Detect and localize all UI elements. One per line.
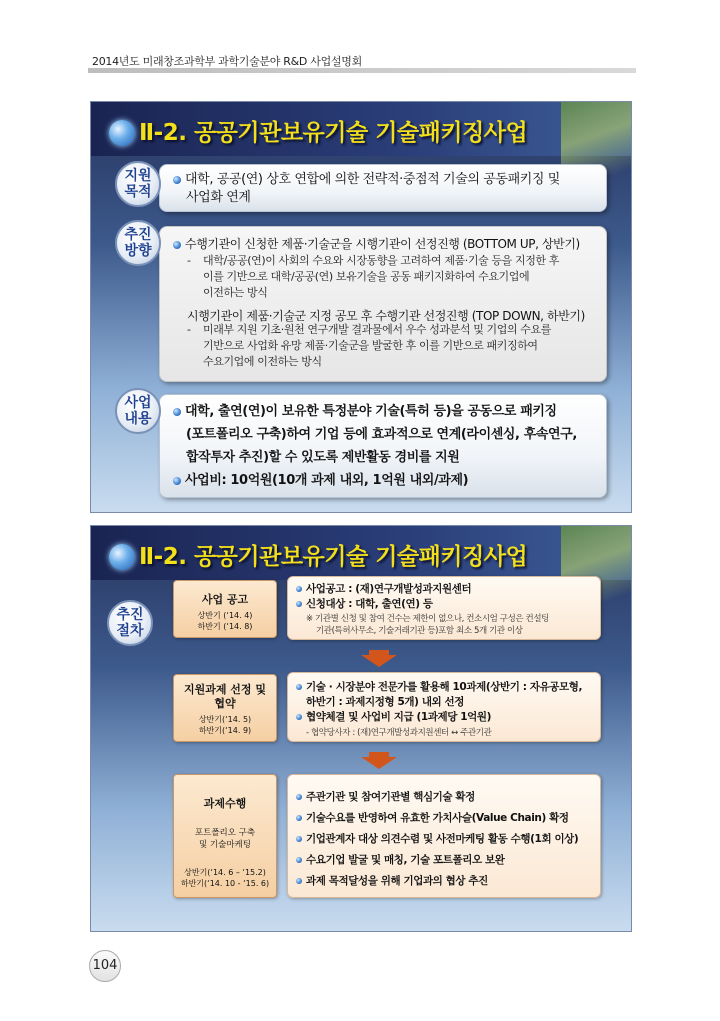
detail-line: 기술 · 시장분야 전문가를 활용해 10과제(상반기 : 자유공모형,: [296, 680, 582, 695]
header-rule: [88, 68, 636, 73]
step-date: 하반기 (‘14. 8): [197, 622, 253, 631]
step-1-label: [173, 580, 277, 638]
detail-line: 주관기관 및 참여기관별 핵심기술 확정: [296, 787, 578, 808]
direction-item-2: 시행기관이 제품·기술군 지정 공모 후 수행기관 선정진행 (TOP DOWN, 하반기): [187, 309, 585, 323]
content-tag: [115, 388, 161, 434]
step-date: 상반기 (‘14. 4): [197, 611, 253, 620]
goal-tag: [115, 161, 161, 207]
detail-line: 기업관계자 대상 의견수렴 및 사전마케팅 활동 수행(1회 이상): [296, 829, 578, 850]
budget-line: 사업비: 10억원(10개 과제 내외, 1억원 내외/과제): [173, 469, 577, 492]
step-date: 하반기(‘14. 9): [198, 726, 252, 735]
goal-tag-line: 지원: [124, 168, 152, 184]
slide-title: Ⅱ-2. 공공기관보유기술 기술패키징사업: [139, 544, 528, 570]
page-header: 2014년도 미래창조과학부 과학기술분야 R&D 사업설명회: [92, 55, 362, 68]
page-number: 104: [89, 950, 121, 982]
globe-icon: [109, 544, 135, 570]
slide-2: [90, 525, 632, 932]
bullet-icon: [296, 794, 302, 800]
note-line: 기관(특허사무소, 기술거래기관 등)포함 최소 5개 기관 이상: [316, 626, 523, 636]
note-line: ※ 기관별 신청 및 참여 건수는 제한이 없으나, 컨소시엄 구성은 컨설팅: [306, 614, 549, 624]
content-line: (포트폴리오 구축)하여 기업 등에 효과적으로 연계(라이센싱, 후속연구,: [186, 427, 577, 442]
content-text: [173, 400, 577, 492]
bullet-icon: [296, 684, 302, 690]
step-3-detail: [287, 774, 601, 898]
detail-line: 사업공고 : (재)연구개발성과지원센터: [296, 582, 471, 597]
content-line: 합작투자 추진)할 수 있도록 제반활동 경비를 지원: [186, 450, 460, 465]
step-1-detail: [287, 576, 601, 640]
dash: -: [187, 254, 191, 267]
bullet-icon: [173, 477, 181, 485]
bullet-icon: [296, 857, 302, 863]
step-subtitle: 포트폴리오 구축: [194, 828, 256, 838]
detail-line: 이전하는 방식: [203, 286, 268, 299]
goal-text: [173, 171, 560, 207]
goal-line: 사업화 연계: [186, 190, 251, 205]
direction-tag-line: 방향: [124, 243, 152, 259]
bullet-icon: [296, 878, 302, 884]
detail-line: 이를 기반으로 대학/공공(연) 보유기술을 공동 패키지화하여 수요기업에: [203, 270, 530, 283]
arrow-down-icon: [361, 757, 397, 769]
detail-line: 하반기 : 과제지정형 5개) 내외 선정: [306, 696, 465, 708]
goal-tag-line: 목적: [124, 184, 152, 200]
detail-line: 협약체결 및 사업비 지급 (1과제당 1억원): [296, 710, 582, 725]
procedure-tag: [107, 600, 153, 646]
arrow-down-icon: [361, 655, 397, 667]
direction-item-1: 수행기관이 신청한 제품·기술군을 시행기관이 선정진행 (BOTTOM UP, 상반기): [173, 235, 580, 252]
goal-line: 대학, 공공(연) 상호 연합에 의한 전략적·중점적 기술의 공동패키징 및: [173, 171, 560, 189]
detail-line: 과제 목적달성을 위해 기업과의 협상 추진: [296, 871, 578, 892]
procedure-tag-line: 절차: [116, 623, 144, 639]
direction-item-2-detail: [187, 322, 551, 370]
detail-line: 수요기업에 이전하는 방식: [203, 355, 322, 368]
detail-line: 대학/공공(연)이 사회의 수요와 시장동향을 고려하여 제품·기술 등을 지정한 후: [203, 254, 559, 267]
step-title: 과제수행: [203, 797, 247, 810]
direction-item-1-detail: [187, 253, 559, 301]
bullet-icon: [173, 408, 181, 416]
step-3-label: [173, 774, 277, 898]
direction-tag-line: 추진: [124, 227, 152, 243]
content-tag-line: 사업: [124, 395, 152, 411]
step-date: 상반기(‘14. 6 – ‘15.2): [184, 868, 266, 877]
slide-1: [90, 101, 632, 513]
step-subtitle: 및 기술마케팅: [199, 840, 251, 850]
step-date: 하반기(‘14. 10 - ‘15. 6): [180, 879, 270, 888]
detail-line: 신청대상 : 대학, 출연(연) 등: [296, 597, 471, 612]
note-line: - 협약당사자 : (재)연구개발성과지원센터 ↔ 주관기관: [306, 728, 492, 738]
content-line: 대학, 출연(연)이 보유한 특정분야 기술(특허 등)을 공동으로 패키징: [173, 400, 577, 423]
globe-icon: [109, 120, 135, 146]
slide-title: Ⅱ-2. 공공기관보유기술 기술패키징사업: [139, 120, 528, 146]
bullet-icon: [173, 241, 181, 249]
step-2-detail: [287, 672, 601, 742]
content-tag-line: 내용: [124, 411, 152, 427]
procedure-tag-line: 추진: [116, 607, 144, 623]
detail-line: 수요기업 발굴 및 매칭, 기술 포트폴리오 보완: [296, 850, 578, 871]
step-date: 상반기(‘14. 5): [198, 715, 252, 724]
detail-line: 기술수요를 반영하여 유효한 가치사슬(Value Chain) 확정: [296, 808, 578, 829]
bullet-icon: [296, 601, 302, 607]
step-title: 사업 공고: [201, 593, 249, 606]
bullet-icon: [296, 586, 302, 592]
bullet-icon: [173, 176, 181, 184]
step-2-label: [173, 674, 277, 742]
bullet-icon: [296, 815, 302, 821]
bullet-icon: [296, 836, 302, 842]
detail-line: 미래부 지원 기초·원천 연구개발 결과물에서 우수 성과분석 및 기업의 수요를: [203, 323, 551, 336]
step-title: 지원과제 선정 및 협약: [183, 683, 267, 710]
detail-line: 기반으로 사업화 유망 제품·기술군을 발굴한 후 이를 기반으로 패키징하여: [203, 339, 538, 352]
bullet-icon: [296, 714, 302, 720]
direction-tag: [115, 220, 161, 266]
dash: -: [187, 323, 191, 336]
